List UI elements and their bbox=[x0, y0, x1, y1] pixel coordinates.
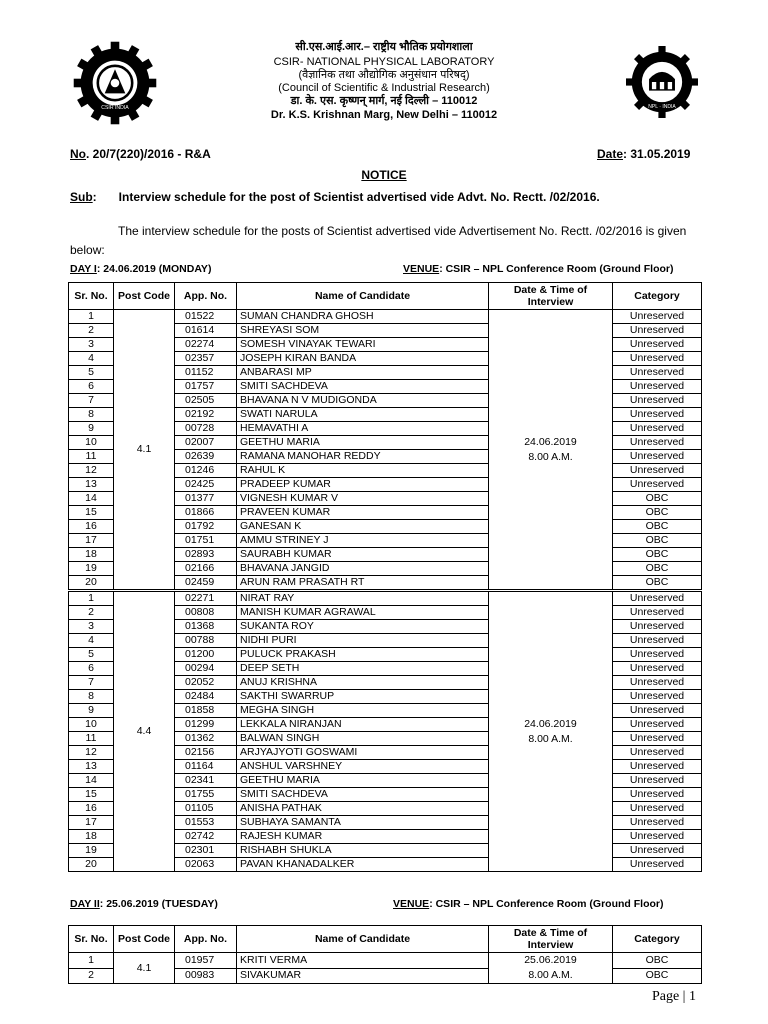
app-no-cell: 02357 bbox=[175, 352, 237, 366]
app-no-cell: 01858 bbox=[175, 704, 237, 718]
category-cell: Unreserved bbox=[613, 394, 702, 408]
candidate-name-cell: JOSEPH KIRAN BANDA bbox=[237, 352, 489, 366]
candidate-name-cell: SWATI NARULA bbox=[237, 408, 489, 422]
app-no-cell: 01362 bbox=[175, 732, 237, 746]
category-cell: Unreserved bbox=[613, 788, 702, 802]
app-no-cell: 01299 bbox=[175, 718, 237, 732]
app-no-cell: 02425 bbox=[175, 478, 237, 492]
sr-no-cell: 12 bbox=[69, 464, 114, 478]
app-no-cell: 01792 bbox=[175, 520, 237, 534]
candidate-name-cell: SUKANTA ROY bbox=[237, 620, 489, 634]
candidate-name-cell: ANUJ KRISHNA bbox=[237, 676, 489, 690]
category-cell: Unreserved bbox=[613, 620, 702, 634]
notice-title: NOTICE bbox=[361, 168, 407, 182]
app-no-cell: 02341 bbox=[175, 774, 237, 788]
day1-label: DAY I bbox=[70, 263, 97, 275]
post-group bbox=[69, 591, 702, 872]
category-cell: Unreserved bbox=[613, 366, 702, 380]
category-cell: Unreserved bbox=[613, 774, 702, 788]
candidate-name-cell: GEETHU MARIA bbox=[237, 436, 489, 450]
table-header bbox=[69, 283, 702, 310]
candidate-name-cell: LEKKALA NIRANJAN bbox=[237, 718, 489, 732]
sr-no-cell: 14 bbox=[69, 492, 114, 506]
sr-no-cell: 7 bbox=[69, 394, 114, 408]
app-no-cell: 01164 bbox=[175, 760, 237, 774]
app-no-cell: 02639 bbox=[175, 450, 237, 464]
candidate-name-cell: MANISH KUMAR AGRAWAL bbox=[237, 606, 489, 620]
subject-line: Sub: Interview schedule for the post of Scientist advertised vide Advt. No. Rectt. /02/2016. bbox=[70, 190, 600, 204]
candidate-name-cell: SAKTHI SWARRUP bbox=[237, 690, 489, 704]
sr-no-cell: 3 bbox=[69, 620, 114, 634]
candidate-name-cell: BHAVANA N V MUDIGONDA bbox=[237, 394, 489, 408]
candidate-name-cell: ANSHUL VARSHNEY bbox=[237, 760, 489, 774]
org-name: CSIR- NATIONAL PHYSICAL LABORATORY bbox=[273, 56, 495, 68]
candidate-name-cell: KRITI VERMA bbox=[237, 953, 489, 969]
sr-no-cell: 13 bbox=[69, 478, 114, 492]
sr-no-cell: 10 bbox=[69, 718, 114, 732]
category-cell: Unreserved bbox=[613, 338, 702, 352]
table-header bbox=[69, 926, 702, 953]
category-cell: OBC bbox=[613, 562, 702, 576]
candidate-name-cell: SMITI SACHDEVA bbox=[237, 788, 489, 802]
category-cell: Unreserved bbox=[613, 464, 702, 478]
sr-no-cell: 11 bbox=[69, 732, 114, 746]
sr-no-cell: 6 bbox=[69, 662, 114, 676]
app-no-cell: 02156 bbox=[175, 746, 237, 760]
column-header: App. No. bbox=[175, 283, 237, 310]
sr-no-cell: 17 bbox=[69, 816, 114, 830]
sr-no-cell: 1 bbox=[69, 591, 114, 606]
interview-datetime-cell bbox=[489, 953, 613, 984]
app-no-cell: 01755 bbox=[175, 788, 237, 802]
interview-time: 8.00 A.M. bbox=[528, 732, 573, 745]
candidate-name-cell: GANESAN K bbox=[237, 520, 489, 534]
csir-logo bbox=[72, 40, 158, 126]
column-header: Sr. No. bbox=[69, 283, 114, 310]
sr-no-cell: 20 bbox=[69, 858, 114, 872]
app-no-cell: 02052 bbox=[175, 676, 237, 690]
sr-no-cell: 4 bbox=[69, 352, 114, 366]
reference-number bbox=[70, 147, 211, 161]
category-cell: Unreserved bbox=[613, 676, 702, 690]
hindi-council: (वैज्ञानिक तथा औद्योगिक अनुसंधान परिषद्) bbox=[298, 69, 470, 81]
app-no-cell: 02007 bbox=[175, 436, 237, 450]
table-row bbox=[69, 591, 702, 606]
app-no-cell: 00788 bbox=[175, 634, 237, 648]
sr-no-cell: 11 bbox=[69, 450, 114, 464]
sr-no-cell: 10 bbox=[69, 436, 114, 450]
category-cell: Unreserved bbox=[613, 802, 702, 816]
candidate-name-cell: SHREYASI SOM bbox=[237, 324, 489, 338]
category-cell: Unreserved bbox=[613, 591, 702, 606]
sr-no-cell: 15 bbox=[69, 788, 114, 802]
day2-venue-text: : CSIR – NPL Conference Room (Ground Floor) bbox=[429, 898, 664, 910]
app-no-cell: 01751 bbox=[175, 534, 237, 548]
sr-no-cell: 7 bbox=[69, 676, 114, 690]
category-cell: OBC bbox=[613, 953, 702, 969]
post-code-cell: 4.1 bbox=[114, 953, 175, 984]
category-cell: Unreserved bbox=[613, 816, 702, 830]
candidate-name-cell: HEMAVATHI A bbox=[237, 422, 489, 436]
day1-venue-text: : CSIR – NPL Conference Room (Ground Floor) bbox=[439, 263, 674, 275]
subject-text: Interview schedule for the post of Scientist advertised vide Advt. No. Rectt. /02/2016. bbox=[118, 190, 600, 204]
candidate-name-cell: RAMANA MANOHAR REDDY bbox=[237, 450, 489, 464]
candidate-name-cell: PRADEEP KUMAR bbox=[237, 478, 489, 492]
header-row bbox=[69, 283, 702, 310]
column-header: Post Code bbox=[114, 283, 175, 310]
sr-no-cell: 16 bbox=[69, 520, 114, 534]
sr-no-cell: 4 bbox=[69, 634, 114, 648]
day1-venue bbox=[403, 263, 674, 275]
category-cell: Unreserved bbox=[613, 408, 702, 422]
category-cell: Unreserved bbox=[613, 690, 702, 704]
sr-no-cell: 16 bbox=[69, 802, 114, 816]
category-cell: Unreserved bbox=[613, 478, 702, 492]
interview-date: 24.06.2019 bbox=[524, 435, 577, 448]
subject-label: Sub bbox=[70, 190, 93, 204]
sr-no-cell: 1 bbox=[69, 310, 114, 324]
candidate-name-cell: SUMAN CHANDRA GHOSH bbox=[237, 310, 489, 324]
app-no-cell: 01957 bbox=[175, 953, 237, 969]
candidate-name-cell: ARUN RAM PRASATH RT bbox=[237, 576, 489, 591]
sr-no-cell: 8 bbox=[69, 408, 114, 422]
page-number: Page | 1 bbox=[651, 989, 696, 1004]
app-no-cell: 01553 bbox=[175, 816, 237, 830]
app-no-cell: 02271 bbox=[175, 591, 237, 606]
app-no-cell: 02484 bbox=[175, 690, 237, 704]
candidate-name-cell: VIGNESH KUMAR V bbox=[237, 492, 489, 506]
app-no-cell: 02459 bbox=[175, 576, 237, 591]
day1-venue-label: VENUE bbox=[403, 263, 440, 275]
sr-no-cell: 3 bbox=[69, 338, 114, 352]
column-header: Name of Candidate bbox=[237, 283, 489, 310]
candidate-name-cell: BALWAN SINGH bbox=[237, 732, 489, 746]
category-cell: Unreserved bbox=[613, 352, 702, 366]
app-no-cell: 02742 bbox=[175, 830, 237, 844]
category-cell: OBC bbox=[613, 534, 702, 548]
day1-heading bbox=[70, 263, 211, 275]
table-row bbox=[69, 953, 702, 969]
sr-no-cell: 2 bbox=[69, 968, 114, 984]
sr-no-cell: 1 bbox=[69, 953, 114, 969]
app-no-cell: 01866 bbox=[175, 506, 237, 520]
category-cell: Unreserved bbox=[613, 662, 702, 676]
post-code-cell: 4.4 bbox=[114, 591, 175, 872]
candidate-name-cell: ANBARASI MP bbox=[237, 366, 489, 380]
table-row bbox=[69, 310, 702, 324]
candidate-name-cell: PULUCK PRAKASH bbox=[237, 648, 489, 662]
candidate-name-cell: ANISHA PATHAK bbox=[237, 802, 489, 816]
app-no-cell: 01757 bbox=[175, 380, 237, 394]
gear-emblem bbox=[74, 42, 157, 125]
app-no-cell: 02274 bbox=[175, 338, 237, 352]
hindi-title: सी.एस.आई.आर.– राष्ट्रीय भौतिक प्रयोगशाला bbox=[295, 41, 473, 53]
candidate-name-cell: PAVAN KHANADALKER bbox=[237, 858, 489, 872]
candidate-name-cell: SMITI SACHDEVA bbox=[237, 380, 489, 394]
category-cell: Unreserved bbox=[613, 830, 702, 844]
post-group bbox=[69, 310, 702, 591]
post-code-cell: 4.1 bbox=[114, 310, 175, 591]
sr-no-cell: 2 bbox=[69, 324, 114, 338]
category-cell: OBC bbox=[613, 548, 702, 562]
candidate-name-cell: NIDHI PURI bbox=[237, 634, 489, 648]
candidate-name-cell: PRAVEEN KUMAR bbox=[237, 506, 489, 520]
candidate-name-cell: SIVAKUMAR bbox=[237, 968, 489, 984]
app-no-cell: 01377 bbox=[175, 492, 237, 506]
day2-date: : 25.06.2019 (TUESDAY) bbox=[99, 898, 218, 910]
column-header: Category bbox=[613, 283, 702, 310]
category-cell: Unreserved bbox=[613, 450, 702, 464]
interview-date: 25.06.2019 bbox=[524, 954, 577, 966]
category-cell: OBC bbox=[613, 492, 702, 506]
category-cell: Unreserved bbox=[613, 310, 702, 324]
category-cell: Unreserved bbox=[613, 732, 702, 746]
post-group bbox=[69, 953, 702, 984]
candidate-name-cell: ARJYAJYOTI GOSWAMI bbox=[237, 746, 489, 760]
candidate-name-cell: RAJESH KUMAR bbox=[237, 830, 489, 844]
sr-no-cell: 18 bbox=[69, 548, 114, 562]
category-cell: Unreserved bbox=[613, 704, 702, 718]
header-row bbox=[69, 926, 702, 953]
date-label: Date bbox=[597, 147, 624, 161]
column-header: Post Code bbox=[114, 926, 175, 953]
sr-no-cell: 13 bbox=[69, 760, 114, 774]
sr-no-cell: 19 bbox=[69, 562, 114, 576]
app-no-cell: 01105 bbox=[175, 802, 237, 816]
category-cell: Unreserved bbox=[613, 606, 702, 620]
app-no-cell: 01368 bbox=[175, 620, 237, 634]
app-no-cell: 01614 bbox=[175, 324, 237, 338]
candidate-name-cell: BHAVANA JANGID bbox=[237, 562, 489, 576]
category-cell: OBC bbox=[613, 520, 702, 534]
candidate-name-cell: GEETHU MARIA bbox=[237, 774, 489, 788]
day1-date: : 24.06.2019 (MONDAY) bbox=[96, 263, 212, 275]
sr-no-cell: 5 bbox=[69, 648, 114, 662]
column-header: Sr. No. bbox=[69, 926, 114, 953]
council-name: (Council of Scientific & Industrial Research) bbox=[278, 82, 490, 94]
category-cell: OBC bbox=[613, 576, 702, 591]
app-no-cell: 00808 bbox=[175, 606, 237, 620]
sr-no-cell: 19 bbox=[69, 844, 114, 858]
category-cell: Unreserved bbox=[613, 324, 702, 338]
app-no-cell: 01522 bbox=[175, 310, 237, 324]
candidate-name-cell: RAHUL K bbox=[237, 464, 489, 478]
category-cell: Unreserved bbox=[613, 634, 702, 648]
sr-no-cell: 12 bbox=[69, 746, 114, 760]
category-cell: Unreserved bbox=[613, 760, 702, 774]
candidate-name-cell: MEGHA SINGH bbox=[237, 704, 489, 718]
day2-schedule-table bbox=[68, 925, 702, 984]
notice-date bbox=[597, 147, 690, 161]
sr-no-cell: 9 bbox=[69, 422, 114, 436]
day1-schedule-table bbox=[68, 282, 702, 872]
interview-datetime-cell bbox=[489, 310, 613, 591]
category-cell: Unreserved bbox=[613, 436, 702, 450]
candidate-name-cell: SOMESH VINAYAK TEWARI bbox=[237, 338, 489, 352]
app-no-cell: 00294 bbox=[175, 662, 237, 676]
app-no-cell: 02166 bbox=[175, 562, 237, 576]
sr-no-cell: 15 bbox=[69, 506, 114, 520]
app-no-cell: 01246 bbox=[175, 464, 237, 478]
column-header: Category bbox=[613, 926, 702, 953]
app-no-cell: 02505 bbox=[175, 394, 237, 408]
logo-left-text: CSIR INDIA bbox=[101, 104, 129, 111]
app-no-cell: 01200 bbox=[175, 648, 237, 662]
day2-venue bbox=[393, 898, 664, 910]
sr-no-cell: 17 bbox=[69, 534, 114, 548]
category-cell: Unreserved bbox=[613, 648, 702, 662]
reference-label: No bbox=[70, 147, 86, 161]
sr-no-cell: 20 bbox=[69, 576, 114, 591]
sr-no-cell: 18 bbox=[69, 830, 114, 844]
hindi-address: डा. के. एस. कृष्णन् मार्ग, नई दिल्ली – 110012 bbox=[290, 95, 478, 107]
intro-paragraph: The interview schedule for the posts of Scientist advertised vide Advertisement No. Rectt. /02/2016 is given below: bbox=[70, 224, 687, 257]
day2-heading bbox=[70, 898, 218, 910]
reference-value: . 20/7(220)/2016 - R&A bbox=[86, 147, 211, 161]
day2-venue-label: VENUE bbox=[393, 898, 430, 910]
npl-logo bbox=[626, 46, 698, 118]
candidate-name-cell: SAURABH KUMAR bbox=[237, 548, 489, 562]
sr-no-cell: 5 bbox=[69, 366, 114, 380]
app-no-cell: 01152 bbox=[175, 366, 237, 380]
column-header: Date & Time of Interview bbox=[489, 283, 613, 310]
sr-no-cell: 14 bbox=[69, 774, 114, 788]
candidate-name-cell: NIRAT RAY bbox=[237, 591, 489, 606]
app-no-cell: 02192 bbox=[175, 408, 237, 422]
app-no-cell: 00983 bbox=[175, 968, 237, 984]
category-cell: Unreserved bbox=[613, 844, 702, 858]
address: Dr. K.S. Krishnan Marg, New Delhi – 110012 bbox=[270, 109, 498, 121]
candidate-name-cell: RISHABH SHUKLA bbox=[237, 844, 489, 858]
interview-time: 8.00 A.M. bbox=[528, 450, 573, 463]
interview-date: 24.06.2019 bbox=[524, 717, 577, 730]
interview-time: 8.00 A.M. bbox=[528, 969, 573, 981]
day2-label: DAY II bbox=[70, 898, 100, 910]
column-header: Date & Time of Interview bbox=[489, 926, 613, 953]
candidate-name-cell: AMMU STRINEY J bbox=[237, 534, 489, 548]
sr-no-cell: 8 bbox=[69, 690, 114, 704]
category-cell: Unreserved bbox=[613, 718, 702, 732]
column-header: App. No. bbox=[175, 926, 237, 953]
interview-datetime-cell bbox=[489, 591, 613, 872]
app-no-cell: 02063 bbox=[175, 858, 237, 872]
sr-no-cell: 6 bbox=[69, 380, 114, 394]
logo-right-text: NPL · INDIA bbox=[648, 103, 676, 110]
category-cell: OBC bbox=[613, 968, 702, 984]
app-no-cell: 02893 bbox=[175, 548, 237, 562]
candidate-name-cell: SUBHAYA SAMANTA bbox=[237, 816, 489, 830]
sr-no-cell: 2 bbox=[69, 606, 114, 620]
category-cell: Unreserved bbox=[613, 858, 702, 872]
sr-no-cell: 9 bbox=[69, 704, 114, 718]
candidate-name-cell: DEEP SETH bbox=[237, 662, 489, 676]
category-cell: Unreserved bbox=[613, 746, 702, 760]
category-cell: Unreserved bbox=[613, 380, 702, 394]
category-cell: Unreserved bbox=[613, 422, 702, 436]
column-header: Name of Candidate bbox=[237, 926, 489, 953]
app-no-cell: 02301 bbox=[175, 844, 237, 858]
date-value: : 31.05.2019 bbox=[623, 147, 691, 161]
category-cell: OBC bbox=[613, 506, 702, 520]
app-no-cell: 00728 bbox=[175, 422, 237, 436]
